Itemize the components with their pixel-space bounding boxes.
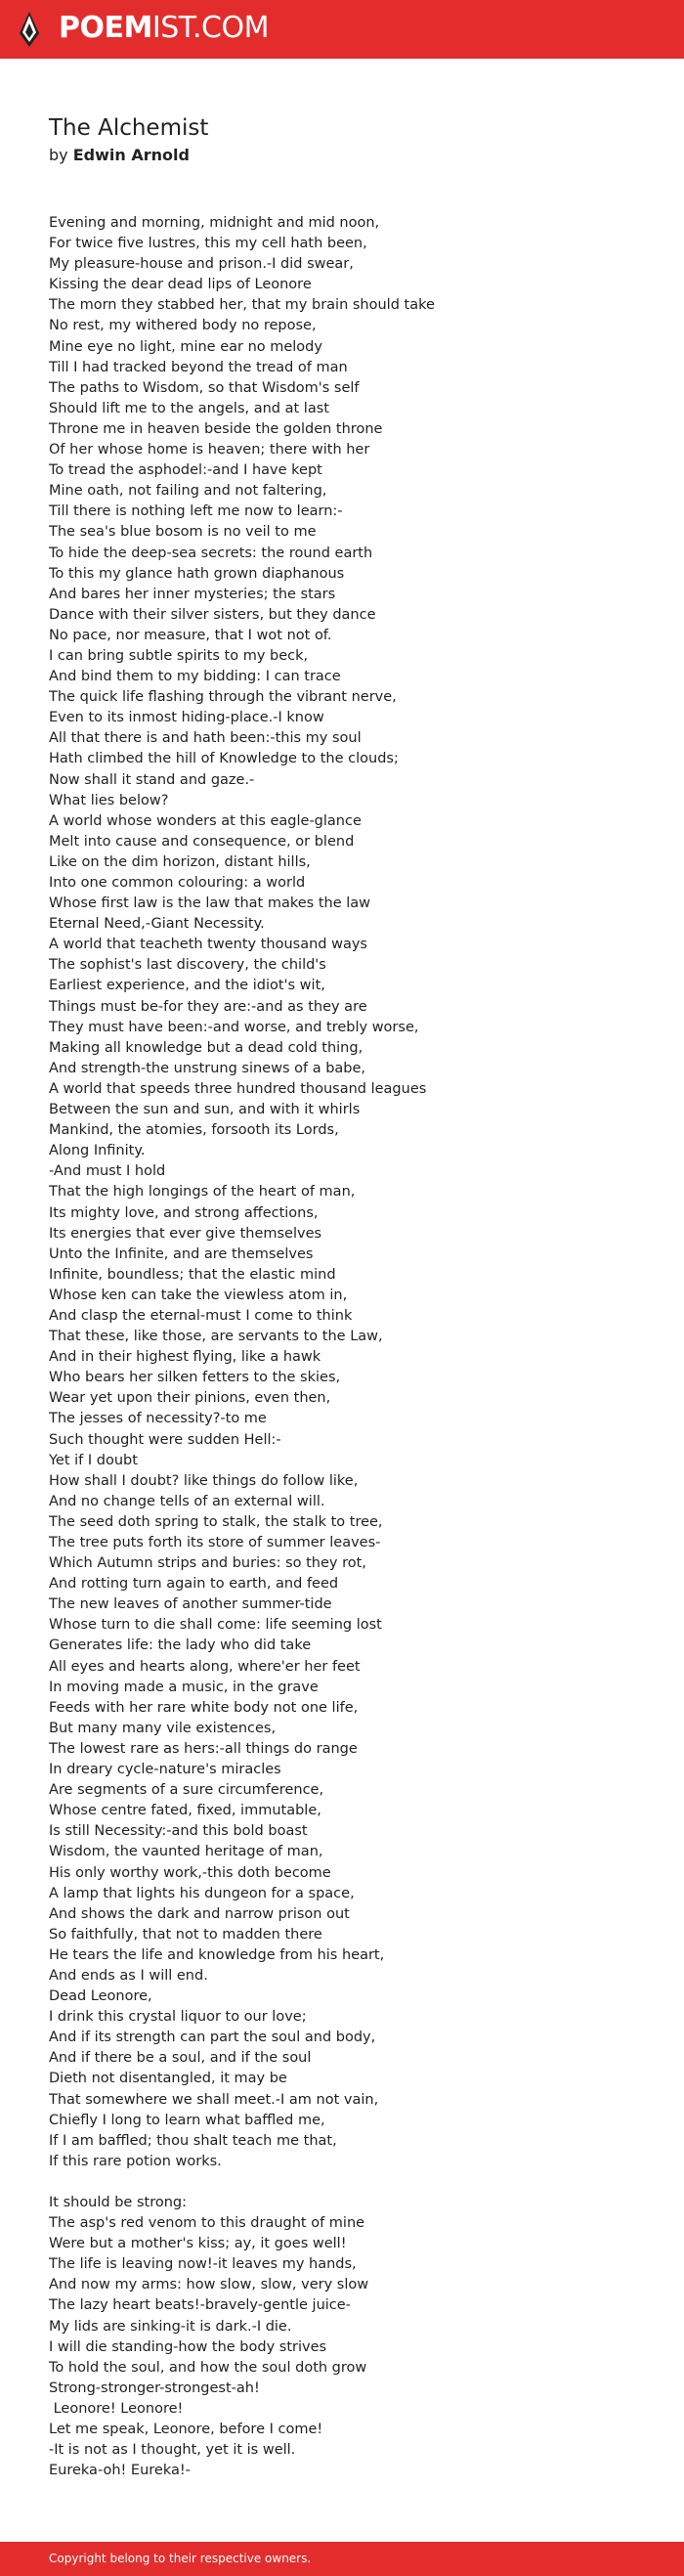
copyright-text: Copyright belong to their respective owners. xyxy=(49,2552,312,2565)
site-footer xyxy=(0,2542,684,2576)
logo-text-light: IST.COM xyxy=(151,11,269,45)
site-logo-link[interactable] xyxy=(59,12,269,45)
author-link[interactable]: Edwin Arnold xyxy=(72,146,190,164)
pen-nib-icon[interactable] xyxy=(16,10,43,53)
logo-text-bold: POEM xyxy=(59,11,152,45)
by-label: by xyxy=(49,146,68,164)
poem-title: The Alchemist xyxy=(49,115,209,141)
site-header xyxy=(0,0,684,59)
poem-body: Evening and morning, midnight and mid noon, For twice five lustres, this my cell hath been, My pleasure-house and prison.-I did swear, Kissing the dear dead lips of Leonore The morn they stabbed her, that my brain should take No rest, my withered body no repose, Mine eye no light, mine ear no melody Till I had tracked beyond the tread of man The paths to Wisdom, so that Wisdom's self Should lift me to the angels, and at last Throne me in heaven beside the golden throne Of her whose home is heaven; there with her To tread the asphodel:-and I have kept Mine oath, not failing and not faltering, Till there is nothing left me now to learn:- The sea's blue bosom is no veil to me To hide the deep-sea secrets: the round earth To this my glance hath grown diaphanous And bares her inner mysteries; the stars Dance with their silver sisters, but they dance No pace, nor measure, that I wot not of. I can bring subtle spirits to my beck, And bind them to my bidding: I can trace The quick life flashing through the vibrant nerve, Even to its inmost hiding-place.-I know All that there is and hath been:-this my soul Hath climbed the hill of Knowledge to the clouds; Now shall it stand and gaze.- What lies below? A world whose wonders at this eagle-glance Melt into cause and consequence, or blend Like on the dim horizon, distant hills, Into one common colouring: a world Whose first law is the law that makes the law Eternal Need,-Giant Necessity. A world that teacheth twenty thousand ways The sophist's last discovery, the child's Earliest experience, and the idiot's wit, Things must be-for they are:-and as they are They must have been:-and worse, and trebly worse, Making all knowledge but a dead cold thing, And strength-the unstrung sinews of a babe, A world that speeds three hundred thousand leagues Between the sun and sun, and with it whirls Mankind, the atomies, forsooth its Lords, Along Infinity. -And must I hold That the high longings of the heart of man, Its mighty love, and strong affections, Its energies that ever give themselves Unto the Infinite, and are themselves Infinite, boundless; that the elastic mind Whose ken can take the viewless atom in, And clasp the eternal-must I come to think That these, like those, are servants to the Law, And in their highest flying, like a hawk Who bears her silken fetters to the skies, Wear yet upon their pinions, even then, The jesses of necessity?-to me Such thought were sudden Hell:- Yet if I doubt How shall I doubt? like things do follow like, And no change tells of an external will. The seed doth spring to stalk, the stalk to tree, The tree puts forth its store of summer leaves- Which Autumn strips and buries: so they rot, And rotting turn again to earth, and feed The new leaves of another summer-tide Whose turn to die shall come: life seeming lost Generates life: the lady who did take All eyes and hearts along, where'er her feet In moving made a music, in the grave Feeds with her rare white body not one life, But many many vile existences, The lowest rare as hers:-all things do range In dreary cycle-nature's miracles Are segments of a sure circumference, Whose centre fated, fixed, immutable, Is still Necessity:-and this bold boast Wisdom, the vaunted heritage of man, His only worthy work,-this doth become A lamp that lights his dungeon for a space, And shows the dark and narrow prison out So faithfully, that not to madden there He tears the life and knowledge from his heart, And ends as I will end. Dead Leonore, I drink this crystal liquor to our love; And if its strength can part the soul and body, And if there be a soul, and if the soul Dieth not disentangled, it may be That somewhere we shall meet.-I am not vain, Chiefly I long to learn what baffled me, If I am baffled; thou shalt teach me that, If this rare potion works. It should be strong: The asp's red venom to this draught of mine Were but a mother's kiss; ay, it goes well! The life is leaving now!-it leaves my hands, And now my arms: how slow, slow, very slow The lazy heart beats!-bravely-gentle juice- My lids are sinking-it is dark.-I die. I will die standing-how the body strives To hold the soul, and how the soul doth grow Strong-stronger-strongest-ah! Leonore! Leonore! Let me speak, Leonore, before I come! -It is not as I thought, yet it is well. Eureka-oh! Eureka!- xyxy=(49,215,435,2479)
byline xyxy=(49,145,190,166)
